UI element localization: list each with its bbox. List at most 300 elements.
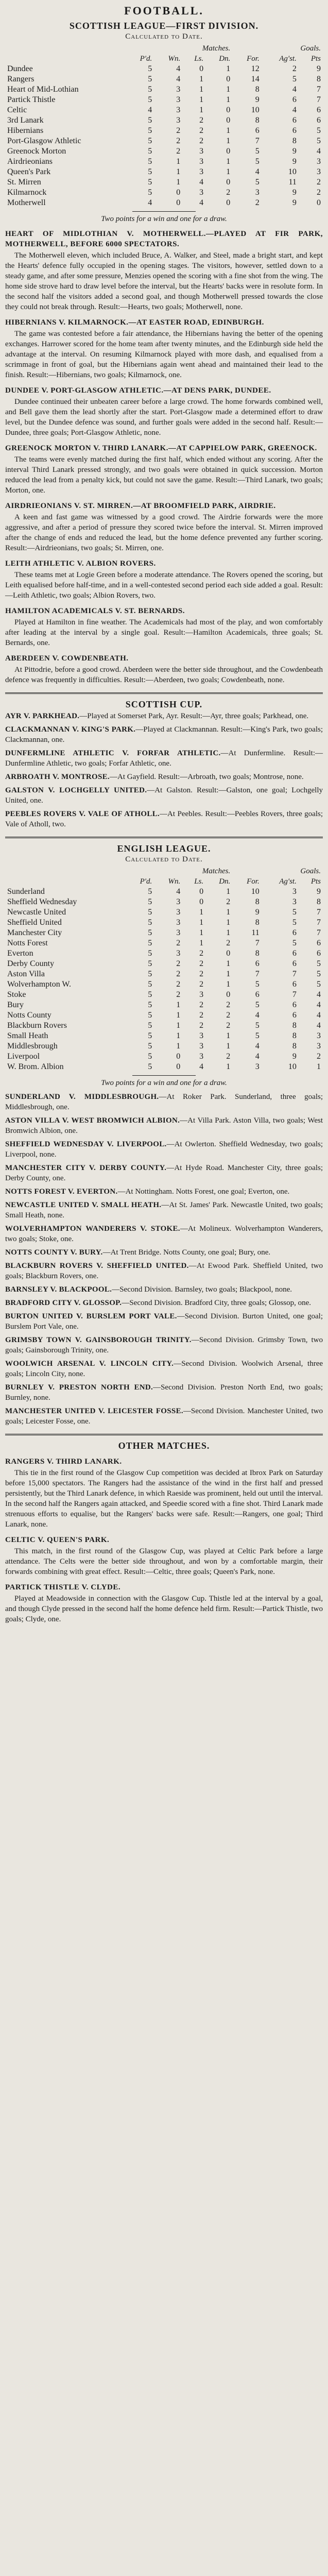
stat-cell: 3	[176, 106, 181, 114]
stat-cell: 1	[317, 1062, 321, 1071]
result-text: —Second Division. Preston North End, two goals; Burnley, none.	[5, 1383, 323, 1402]
stat-cell: 6	[292, 980, 297, 989]
stat-cell: 5	[292, 75, 297, 83]
stat-cell: 2	[317, 178, 321, 187]
stat-cell: 5	[255, 178, 260, 187]
table-row	[5, 928, 323, 938]
team-name: Notts Forest	[7, 939, 48, 947]
divider	[5, 692, 323, 694]
stat-cell: 3	[199, 1031, 204, 1040]
stat-cell: 0	[226, 198, 231, 207]
column-header: P'd.	[140, 55, 152, 63]
result-item	[5, 1335, 323, 1355]
result-item	[5, 1298, 323, 1308]
stat-cell: 5	[148, 126, 152, 135]
stat-cell: 1	[176, 178, 181, 187]
stat-cell: 6	[255, 126, 260, 135]
stat-cell: 0	[226, 990, 231, 999]
stat-cell: 2	[199, 126, 204, 135]
result-teams: GALSTON V. LOCHGELLY UNITED.	[5, 786, 147, 794]
stat-cell: 9	[317, 64, 321, 73]
stat-cell: 4	[255, 1011, 260, 1020]
team-name: Liverpool	[7, 1052, 40, 1061]
table-row	[5, 897, 323, 907]
stat-cell: 9	[255, 908, 260, 917]
result-item	[5, 1187, 323, 1197]
team-name: Middlesbrough	[7, 1042, 58, 1050]
result-teams: MANCHESTER CITY V. DERBY COUNTY.	[5, 1164, 167, 1172]
stat-cell: 5	[148, 1001, 152, 1009]
stat-cell: 11	[251, 928, 260, 937]
stat-cell: 8	[292, 1042, 297, 1050]
result-item	[5, 1261, 323, 1281]
stat-cell: 1	[176, 167, 181, 176]
stat-cell: 10	[251, 887, 260, 896]
result-teams: SUNDERLAND V. MIDDLESBROUGH.	[5, 1093, 159, 1101]
stat-cell: 2	[199, 137, 204, 145]
match-report-heading: ABERDEEN V. COWDENBEATH.	[5, 654, 129, 663]
stat-cell: 1	[176, 1042, 181, 1050]
scottish-league-table	[5, 43, 323, 208]
stat-cell: 5	[148, 959, 152, 968]
result-teams: BLACKBURN ROVERS V. SHEFFIELD UNITED.	[5, 1262, 189, 1270]
stat-cell: 3	[255, 1062, 260, 1071]
result-text: —Second Division. Barnsley, two goals; Blackpool, none.	[112, 1285, 292, 1294]
stat-cell: 5	[148, 908, 152, 917]
stat-cell: 4	[255, 167, 260, 176]
stat-cell: 4	[148, 198, 152, 207]
english-league	[5, 843, 323, 1088]
stat-cell: 0	[226, 116, 231, 125]
stat-cell: 1	[226, 928, 231, 937]
table-row	[5, 115, 323, 126]
team-name: Queen's Park	[7, 167, 51, 176]
stat-cell: 5	[255, 1031, 260, 1040]
team-name: St. Mirren	[7, 178, 41, 187]
stat-cell: 1	[199, 928, 204, 937]
stat-cell: 1	[226, 167, 231, 176]
stat-cell: 6	[292, 1001, 297, 1009]
result-text: —Second Division. Woolwich Arsenal, three goals; Lincoln City, none.	[5, 1360, 323, 1378]
stat-cell: 2	[176, 137, 181, 145]
scottish-match-reports	[5, 229, 323, 685]
scottish-league	[5, 21, 323, 224]
stat-cell: 1	[199, 95, 204, 104]
match-report	[5, 606, 323, 648]
table-row	[5, 959, 323, 969]
other-matches	[5, 1440, 323, 1624]
stat-cell: 6	[255, 959, 260, 968]
result-item	[5, 1163, 323, 1183]
match-report-heading: HAMILTON ACADEMICALS V. ST. BERNARDS.	[5, 607, 185, 615]
stat-cell: 4	[199, 198, 204, 207]
stat-cell: 2	[176, 959, 181, 968]
column-header: Ls.	[194, 877, 204, 886]
stat-cell: 2	[199, 959, 204, 968]
team-name: Derby County	[7, 959, 55, 968]
result-item	[5, 1382, 323, 1403]
divider	[5, 837, 323, 838]
stat-cell: 1	[226, 918, 231, 927]
stat-cell: 1	[226, 137, 231, 145]
stat-cell: 5	[148, 980, 152, 989]
result-teams: NOTTS FOREST V. EVERTON.	[5, 1188, 118, 1196]
stat-cell: 5	[148, 75, 152, 83]
stat-cell: 3	[199, 147, 204, 156]
table-row	[5, 1021, 323, 1031]
stat-cell: 5	[148, 928, 152, 937]
stat-cell: 3	[176, 85, 181, 94]
result-item	[5, 1139, 323, 1160]
team-name: Kilmarnock	[7, 188, 47, 197]
stat-cell: 2	[226, 1052, 231, 1061]
table-row	[5, 188, 323, 198]
stat-cell: 5	[317, 980, 321, 989]
stat-cell: 5	[148, 949, 152, 958]
column-header: Ls.	[194, 55, 204, 63]
match-report	[5, 1535, 323, 1577]
team-name: Rangers	[7, 75, 34, 83]
stat-cell: 2	[199, 116, 204, 125]
scottish-cup-results	[5, 711, 323, 829]
stat-cell: 4	[255, 1052, 260, 1061]
stat-cell: 1	[176, 1031, 181, 1040]
stat-cell: 2	[199, 980, 204, 989]
stat-cell: 9	[317, 887, 321, 896]
stat-cell: 3	[317, 157, 321, 166]
stat-cell: 10	[288, 1062, 297, 1071]
stat-cell: 2	[317, 1052, 321, 1061]
stat-cell: 10	[251, 106, 260, 114]
match-report-body: The game was contested before a fair attendance, the Hibernians having the better of the opening exchanges. Harrower scored for the home team after twenty minutes, and the Edinburgh side held the advantage at the interval. On resuming Kilmarnock played with more dash, and equalised from a scrimmage in front of goal, but the Hibernians again went ahead and maintained their lead to the finish. Result:—Hibernians, two goals; Kilmarnock, one.	[5, 330, 323, 379]
stat-cell: 8	[255, 116, 260, 125]
stat-cell: 5	[148, 157, 152, 166]
table-row	[5, 95, 323, 105]
team-name: Wolverhampton W.	[7, 980, 72, 989]
stat-cell: 5	[292, 939, 297, 947]
stat-cell: 3	[255, 188, 260, 197]
stat-cell: 3	[317, 1031, 321, 1040]
table-row	[5, 1031, 323, 1041]
stat-cell: 3	[199, 990, 204, 999]
stat-cell: 0	[226, 106, 231, 114]
stat-cell: 0	[176, 188, 181, 197]
stat-cell: 2	[176, 147, 181, 156]
stat-cell: 2	[292, 64, 297, 73]
result-teams: BURTON UNITED V. BURSLEM PORT VALE.	[5, 1312, 177, 1320]
stat-cell: 1	[226, 1042, 231, 1050]
stat-cell: 7	[255, 970, 260, 978]
match-report	[5, 385, 323, 438]
stat-cell: 2	[176, 939, 181, 947]
stat-cell: 2	[226, 1001, 231, 1009]
stat-cell: 5	[148, 887, 152, 896]
stat-cell: 3	[199, 188, 204, 197]
stat-cell: 4	[317, 147, 321, 156]
stat-cell: 2	[226, 1021, 231, 1030]
stat-cell: 0	[176, 1052, 181, 1061]
column-header: P'd.	[140, 877, 152, 886]
stat-cell: 1	[176, 1001, 181, 1009]
stat-cell: 2	[176, 990, 181, 999]
result-teams: GRIMSBY TOWN V. GAINSBOROUGH TRINITY.	[5, 1336, 192, 1344]
result-text: —At Galston. Result:—Galston, one goal; Lochgelly United, one.	[5, 786, 323, 805]
stat-cell: 5	[148, 1031, 152, 1040]
result-teams: WOLVERHAMPTON WANDERERS V. STOKE.	[5, 1225, 180, 1233]
match-report-heading: AIRDRIEONIANS V. ST. MIRREN.—AT BROOMFIELD PARK, AIRDRIE.	[5, 502, 276, 510]
stat-cell: 6	[292, 95, 297, 104]
stat-cell: 5	[317, 959, 321, 968]
result-teams: ASTON VILLA V. WEST BROMWICH ALBION.	[5, 1116, 180, 1125]
column-header: Pts	[310, 877, 321, 886]
stat-cell: 1	[199, 75, 204, 83]
stat-cell: 1	[199, 106, 204, 114]
team-name: Newcastle United	[7, 908, 66, 917]
stat-cell: 1	[226, 980, 231, 989]
stat-cell: 4	[176, 75, 181, 83]
result-item	[5, 711, 323, 721]
scottish-league-subheading: Calculated to Date.	[125, 32, 203, 41]
team-name: Manchester City	[7, 928, 62, 937]
divider	[5, 1434, 323, 1435]
stat-cell: 5	[255, 980, 260, 989]
table-row	[5, 84, 323, 95]
stat-cell: 6	[292, 928, 297, 937]
result-text: —Second Division. Grimsby Town, two goals; Gainsborough Trinity, one.	[5, 1336, 323, 1354]
stat-cell: 6	[317, 116, 321, 125]
stat-cell: 5	[148, 178, 152, 187]
result-text: —At Dunfermline. Result:—Dunfermline Athletic, two goals; Forfar Athletic, one.	[5, 749, 323, 768]
team-name: 3rd Lanark	[7, 116, 44, 125]
table-row	[5, 74, 323, 84]
match-report-body: At Pittodrie, before a good crowd. Aberdeen were the better side throughout, and the Cowdenbeath defence was frequently in difficulties. Result:—Aberdeen, two goals; Cowdenbeath, none.	[5, 666, 323, 684]
english-league-table	[5, 866, 323, 1072]
stat-cell: 3	[176, 897, 181, 906]
stat-cell: 9	[292, 198, 297, 207]
match-report	[5, 1582, 323, 1624]
result-teams: WOOLWICH ARSENAL V. LINCOLN CITY.	[5, 1360, 174, 1368]
match-report-heading: PARTICK THISTLE V. CLYDE.	[5, 1583, 121, 1591]
match-report-body: These teams met at Logie Green before a moderate attendance. The Rovers opened the scoring, but Leith equalised before half-time, and in a well-contested second period each side added a goal. Result:—Leith Athletic, two goals; Albion Rovers, two.	[5, 571, 323, 600]
stat-cell: 9	[292, 157, 297, 166]
stat-cell: 5	[255, 157, 260, 166]
matches-group-label: Matches.	[202, 867, 231, 875]
team-name: Notts County	[7, 1011, 51, 1020]
stat-cell: 0	[226, 949, 231, 958]
stat-cell: 5	[148, 990, 152, 999]
column-header: For.	[247, 877, 260, 886]
stat-cell: 1	[199, 908, 204, 917]
result-teams: NOTTS COUNTY V. BURY.	[5, 1248, 103, 1257]
stat-cell: 5	[148, 137, 152, 145]
stat-cell: 4	[176, 64, 181, 73]
stat-cell: 5	[255, 147, 260, 156]
stat-cell: 6	[255, 990, 260, 999]
stat-cell: 2	[199, 970, 204, 978]
stat-cell: 0	[199, 897, 204, 906]
stat-cell: 4	[292, 106, 297, 114]
column-header: Pts	[310, 55, 321, 63]
result-teams: BURNLEY V. PRESTON NORTH END.	[5, 1383, 153, 1392]
match-report	[5, 558, 323, 601]
table-row	[5, 1010, 323, 1021]
stat-cell: 5	[317, 137, 321, 145]
stat-cell: 5	[148, 85, 152, 94]
stat-cell: 4	[317, 1001, 321, 1009]
match-report-heading: HIBERNIANS V. KILMARNOCK.—AT EASTER ROAD, EDINBURGH.	[5, 318, 264, 327]
stat-cell: 1	[199, 918, 204, 927]
table-row	[5, 1000, 323, 1010]
stat-cell: 5	[148, 1052, 152, 1061]
result-item	[5, 1115, 323, 1136]
stat-cell: 8	[255, 949, 260, 958]
table-row	[5, 157, 323, 167]
stat-cell: 10	[288, 167, 297, 176]
match-report	[5, 229, 323, 312]
result-text: —At Ewood Park. Sheffield United, two goals; Blackburn Rovers, one.	[5, 1262, 323, 1280]
result-teams: SHEFFIELD WEDNESDAY V. LIVERPOOL.	[5, 1140, 167, 1148]
section-title: FOOTBALL.	[124, 4, 204, 17]
stat-cell: 3	[292, 887, 297, 896]
result-text: —At Peebles. Result:—Peebles Rovers, three goals; Vale of Atholl, two.	[5, 810, 323, 828]
stat-cell: 1	[226, 1031, 231, 1040]
result-text: —Second Division. Bradford City, three goals; Glossop, one.	[122, 1299, 312, 1307]
stat-cell: 8	[292, 137, 297, 145]
stat-cell: 0	[226, 147, 231, 156]
stat-cell: 5	[148, 116, 152, 125]
match-report-body: Played at Meadowside in connection with the Glasgow Cup. Thistle led at the interval by a goal, and though Clyde pressed in the second half the home defence held firm. Result:—Partick Thistle, two goals; Clyde, one.	[5, 1595, 323, 1623]
stat-cell: 3	[199, 1052, 204, 1061]
match-report-body: The Motherwell eleven, which included Bruce, A. Walker, and Steel, made a bright start, and kept the Hearts' defence fully occupied in the opening stages. The visitors, however, settled down to a steady game, and after some pressure, Menzies opened the scoring with a fine shot from the wing. The home side strove hard to draw level before the interval, but the Hearts' backs were in resolute form. In the second half the visitors added a second goal, and though Motherwell pressed towards the close they could not break through. Result:—Hearts, two goals; Motherwell, none.	[5, 251, 323, 311]
stat-cell: 4	[176, 887, 181, 896]
divider	[132, 1075, 196, 1076]
stat-cell: 1	[176, 157, 181, 166]
stat-cell: 0	[317, 198, 321, 207]
stat-cell: 3	[176, 949, 181, 958]
stat-cell: 5	[148, 95, 152, 104]
result-teams: AYR V. PARKHEAD.	[5, 712, 80, 720]
match-report-body: The teams were evenly matched during the first half, which ended without any scoring. After the interval Third Lanark pressed strongly, and two goals were obtained in quick succession. Morton reduced the lead from a penalty kick, but could not save the game. Result:—Third Lanark, two goals; Morton, one.	[5, 455, 323, 495]
result-teams: PEEBLES ROVERS V. VALE OF ATHOLL.	[5, 810, 160, 818]
result-text: —At Owlerton. Sheffield Wednesday, two goals; Liverpool, none.	[5, 1140, 323, 1159]
match-report-body: This tie in the first round of the Glasgow Cup competition was decided at Ibrox Park on Saturday before 15,000 spectators. The Rangers had the assistance of the wind in the first half and pressed persistently, but the Third Lanark defence, in which Raeside was prominent, held out until the interval. In the second half the Rangers again attacked, and Speedie scored with a fine shot. Third Lanark made strenuous efforts to equalise, but the Rangers' backs were safe. Result:—Rangers, one goal; Third Lanark, none.	[5, 1469, 323, 1529]
team-name: Celtic	[7, 106, 27, 114]
stat-cell: 4	[255, 1042, 260, 1050]
stat-cell: 1	[226, 959, 231, 968]
stat-cell: 4	[317, 1021, 321, 1030]
match-report	[5, 501, 323, 553]
table-row	[5, 126, 323, 136]
result-text: —At Molineux. Wolverhampton Wanderers, two goals; Stoke, one.	[5, 1225, 323, 1243]
match-report	[5, 653, 323, 685]
column-header: For.	[247, 55, 260, 63]
team-name: Partick Thistle	[7, 95, 56, 104]
stat-cell: 1	[226, 887, 231, 896]
stat-cell: 1	[199, 939, 204, 947]
goals-group-label: Goals.	[300, 44, 321, 53]
table-row	[5, 105, 323, 115]
scottish-league-heading: SCOTTISH LEAGUE—FIRST DIVISION.	[69, 21, 259, 31]
team-name: Stoke	[7, 990, 26, 999]
result-item	[5, 1311, 323, 1332]
stat-cell: 1	[176, 1021, 181, 1030]
stat-cell: 2	[226, 939, 231, 947]
stat-cell: 9	[255, 95, 260, 104]
match-report-body: Dundee continued their unbeaten career before a large crowd. The home forwards combined well, and Bell gave them the lead shortly after the start. Port-Glasgow made a determined effort to draw level, but the Dundee defence was sound, and further goals were added in the second half. Result:—Dundee, three goals; Port-Glasgow Athletic, none.	[5, 398, 323, 437]
stat-cell: 5	[148, 1011, 152, 1020]
stat-cell: 5	[148, 897, 152, 906]
team-name: Heart of Mid-Lothian	[7, 85, 79, 94]
stat-cell: 4	[148, 106, 152, 114]
match-report-body: This match, in the first round of the Glasgow Cup, was played at Celtic Park before a large attendance. The Celts were the better side throughout, and won by a comfortable margin, their forwards combining with great effect. Result:—Celtic, three goals; Queen's Park, none.	[5, 1547, 323, 1576]
team-name: Dundee	[7, 64, 33, 73]
stat-cell: 9	[292, 1052, 297, 1061]
team-name: Sheffield Wednesday	[7, 897, 77, 906]
result-teams: CLACKMANNAN V. KING'S PARK.	[5, 725, 136, 734]
result-teams: DUNFERMLINE ATHLETIC V. FORFAR ATHLETIC.	[5, 749, 221, 757]
stat-cell: 5	[292, 918, 297, 927]
team-name: Motherwell	[7, 198, 46, 207]
result-text: —At St. James' Park. Newcastle United, two goals; Small Heath, none.	[5, 1201, 323, 1219]
match-report-heading: RANGERS V. THIRD LANARK.	[5, 1458, 122, 1466]
stat-cell: 7	[317, 918, 321, 927]
stat-cell: 2	[199, 1021, 204, 1030]
stat-cell: 8	[317, 897, 321, 906]
column-header: Dn.	[219, 55, 231, 63]
result-teams: ARBROATH V. MONTROSE.	[5, 773, 110, 781]
match-report	[5, 1456, 323, 1530]
stat-cell: 0	[226, 178, 231, 187]
stat-cell: 5	[148, 188, 152, 197]
stat-cell: 5	[148, 918, 152, 927]
match-report-heading: CELTIC V. QUEEN'S PARK.	[5, 1536, 110, 1544]
stat-cell: 1	[226, 126, 231, 135]
table-row	[5, 918, 323, 928]
stat-cell: 5	[148, 147, 152, 156]
stat-cell: 7	[292, 990, 297, 999]
stat-cell: 1	[199, 85, 204, 94]
stat-cell: 1	[226, 85, 231, 94]
stat-cell: 7	[292, 970, 297, 978]
table-row	[5, 1041, 323, 1052]
result-text: —At Trent Bridge. Notts County, one goal; Bury, one.	[102, 1248, 271, 1257]
stat-cell: 2	[176, 980, 181, 989]
column-header: Wn.	[168, 877, 181, 886]
stat-cell: 7	[317, 95, 321, 104]
stat-cell: 1	[176, 1011, 181, 1020]
stat-cell: 5	[148, 167, 152, 176]
result-item	[5, 772, 323, 782]
points-note: Two points for a win and one for a draw.	[101, 215, 227, 223]
points-note: Two points for a win and one for a draw.	[101, 1079, 227, 1087]
stat-cell: 6	[292, 126, 297, 135]
stat-cell: 0	[176, 198, 181, 207]
column-header: Dn.	[219, 877, 231, 886]
stat-cell: 1	[226, 157, 231, 166]
other-match-reports	[5, 1456, 323, 1624]
team-name: Everton	[7, 949, 33, 958]
divider	[132, 211, 196, 212]
stat-cell: 5	[148, 1042, 152, 1050]
stat-cell: 8	[255, 897, 260, 906]
result-text: —At Hyde Road. Manchester City, three goals; Derby County, one.	[5, 1164, 323, 1182]
stat-cell: 2	[226, 188, 231, 197]
stat-cell: 2	[199, 949, 204, 958]
stat-cell: 7	[317, 85, 321, 94]
stat-cell: 3	[292, 897, 297, 906]
table-row	[5, 990, 323, 1000]
matches-group-label: Matches.	[202, 44, 231, 53]
